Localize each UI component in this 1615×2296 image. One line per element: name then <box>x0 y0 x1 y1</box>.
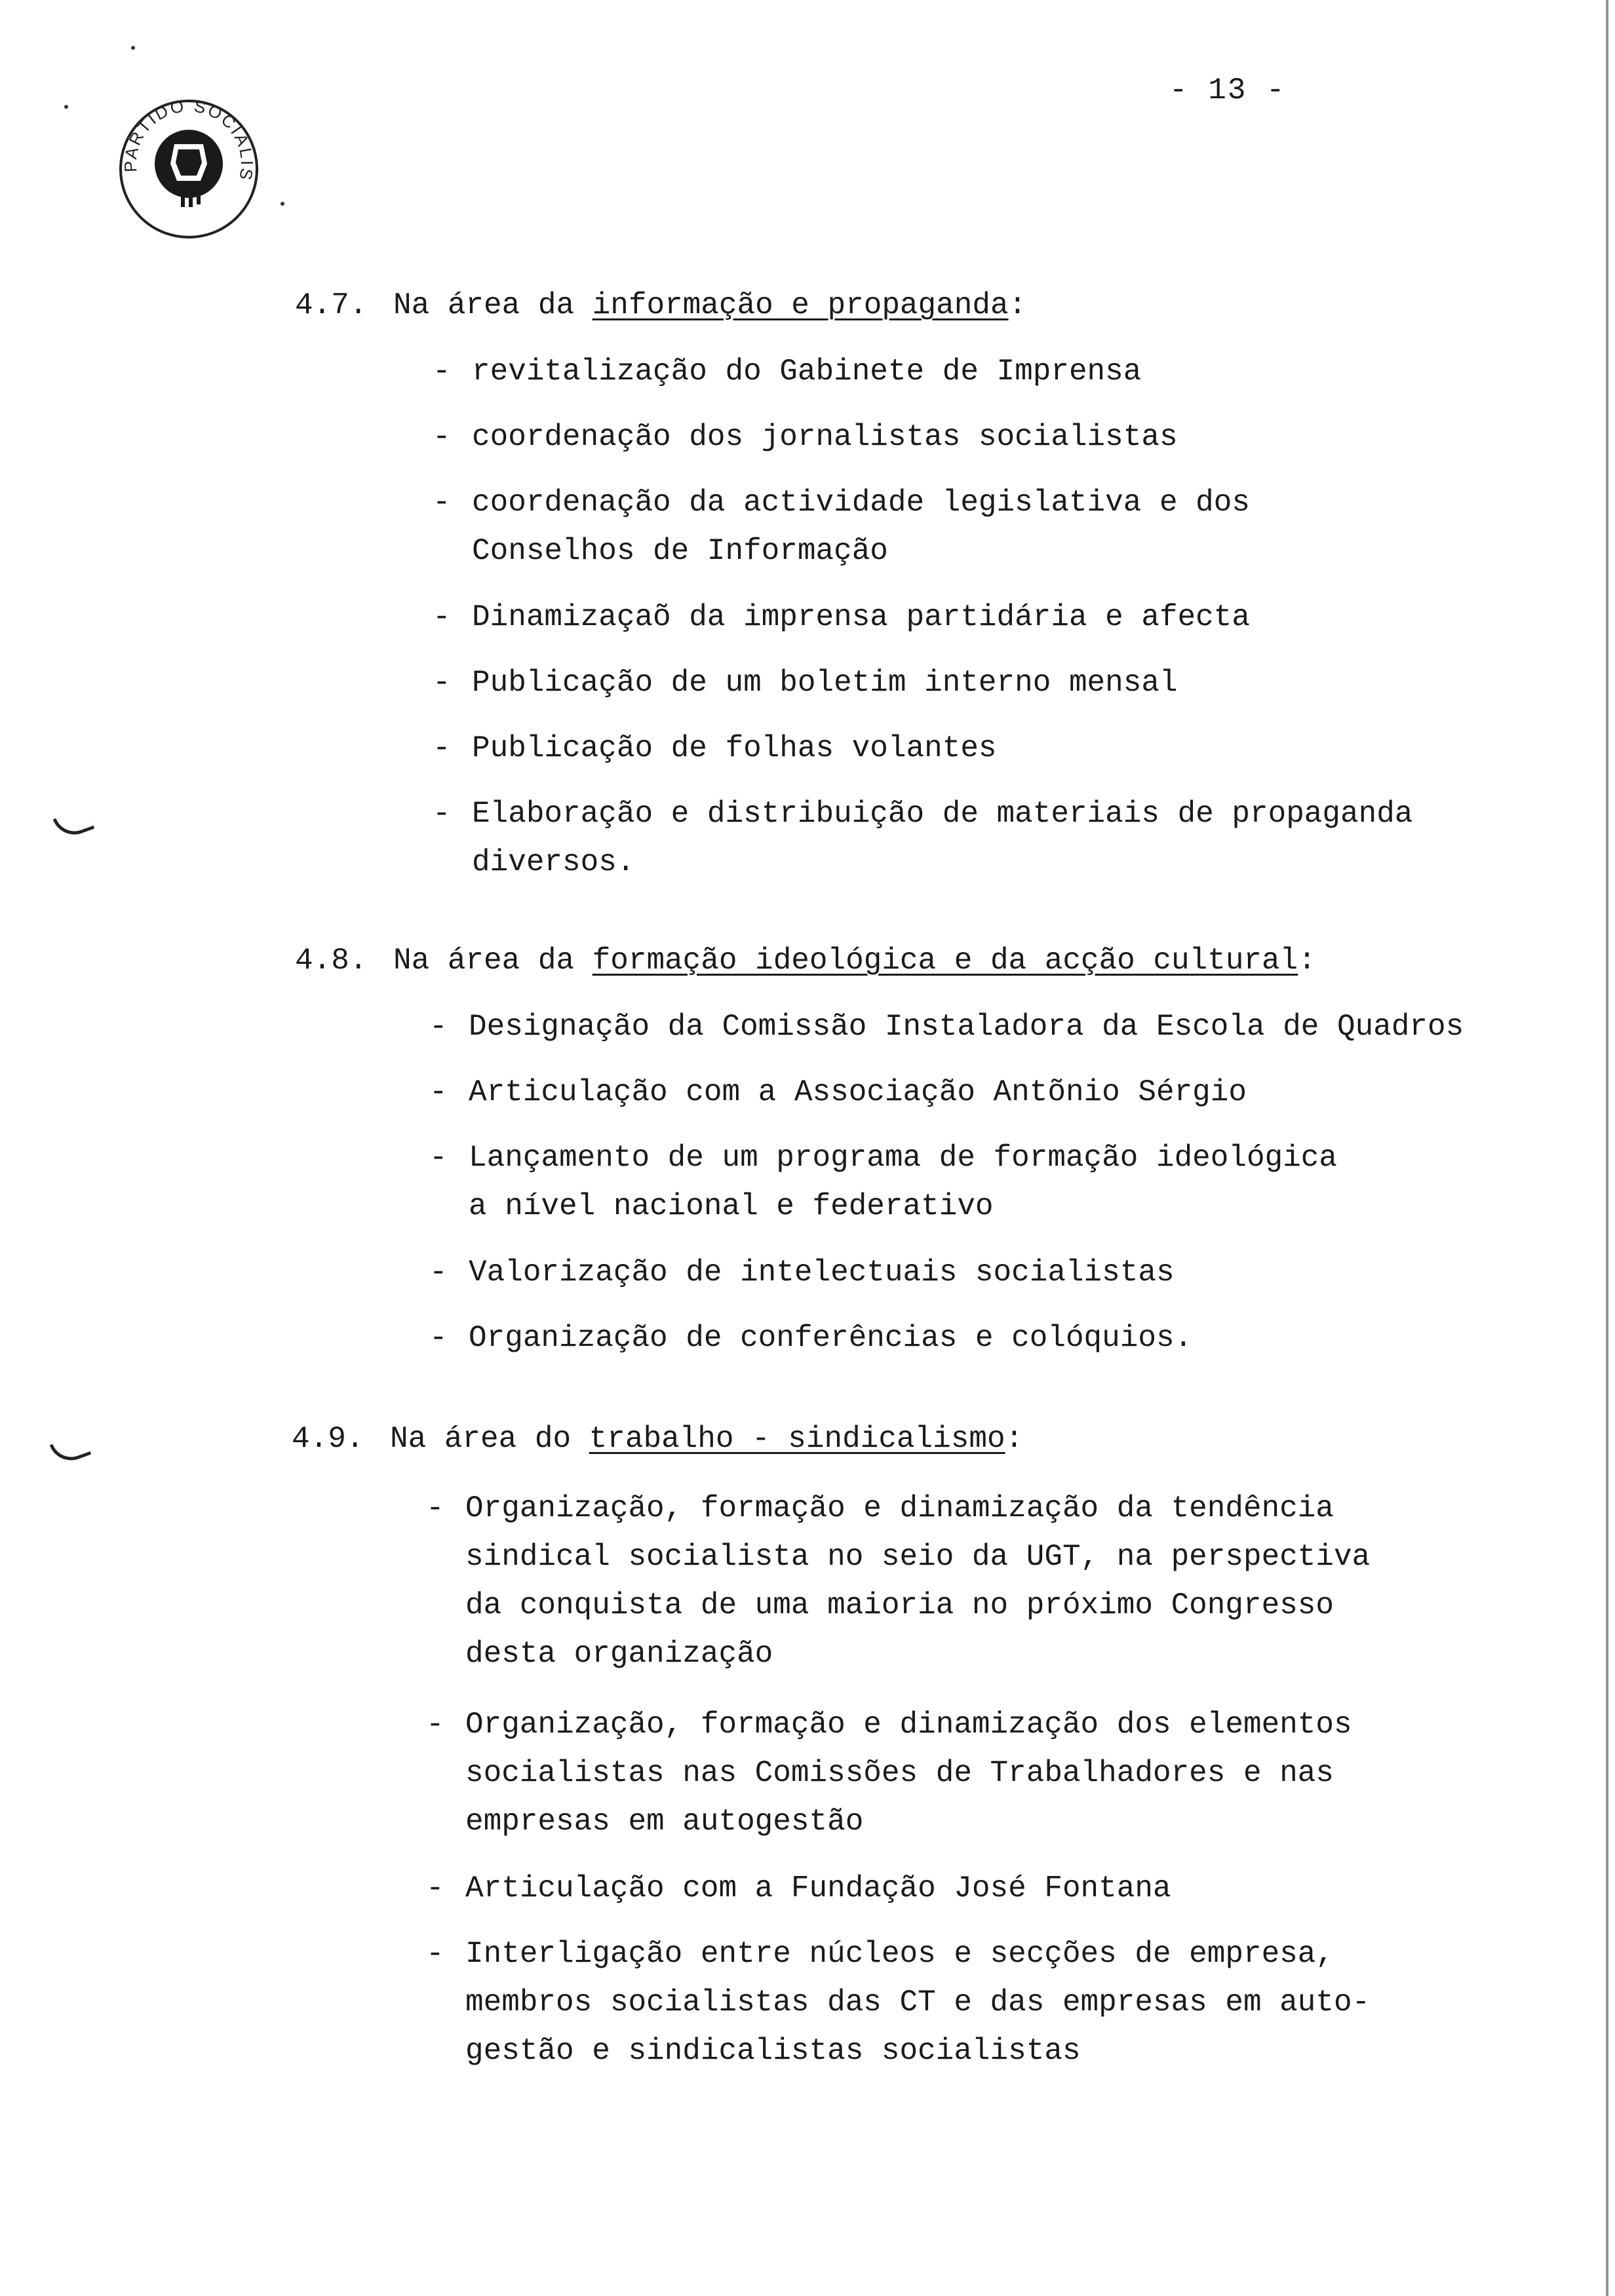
scan-dot <box>131 46 135 50</box>
section-topic: trabalho - sindicalismo <box>589 1422 1005 1456</box>
section-number: 4.8. <box>295 944 368 978</box>
section-lead: Na área da <box>393 288 593 322</box>
raised-fist-icon <box>118 98 260 240</box>
list-item: - revitalização do Gabinete de Imprensa <box>433 354 1142 389</box>
scan-dot <box>64 105 68 109</box>
list-item: - Organização, formação e dinamização dos elementos socialistas nas Comissões de Trabalhadores e nas empresas em autogestão <box>426 1708 1352 1839</box>
section-number: 4.9. <box>292 1422 364 1456</box>
section-number: 4.7. <box>295 288 368 322</box>
partido-socialista-logo <box>118 98 260 240</box>
list-item: - Organização de conferências e colóquios. <box>429 1321 1193 1355</box>
section-trail: : <box>1298 944 1316 978</box>
svg-text:PARTIDO SOCIALISTA: PARTIDO SOCIALIS <box>120 98 258 183</box>
margin-mark <box>50 1433 92 1467</box>
section-heading-4-8 <box>295 944 1316 978</box>
section-lead: Na área da <box>393 944 593 978</box>
section-heading-4-7 <box>295 288 1026 322</box>
list-item: - Articulação com a Associação Antõnio Sérgio <box>429 1075 1247 1109</box>
scan-edge-line <box>1606 0 1608 2296</box>
section-topic: formação ideológica e da acção cultural <box>592 944 1298 978</box>
list-item: - Valorização de intelectuais socialistas <box>429 1255 1175 1290</box>
list-item: - Publicação de um boletim interno mensal <box>433 666 1178 700</box>
list-item: - Dinamizaçaõ da imprensa partidária e afecta <box>433 600 1250 634</box>
list-item: - Interligação entre núcleos e secções de empresa, membros socialistas das CT e das empresas em auto- gestão e sindicalistas socialistas <box>426 1937 1371 2068</box>
section-topic: informação e propaganda <box>592 288 1009 322</box>
list-item: - coordenação da actividade legislativa e dos Conselhos de Informação <box>433 486 1250 568</box>
list-item: - Lançamento de um programa de formação ideológica a nível nacional e federativo <box>429 1141 1338 1223</box>
section-lead: Na área do <box>390 1422 589 1456</box>
list-item: - Articulação com a Fundação José Fontana <box>426 1871 1171 1905</box>
list-item: - Elaboração e distribuição de materiais de propaganda diversos. <box>433 797 1413 879</box>
list-item: - Publicação de folhas volantes <box>433 731 997 765</box>
list-item: - Organização, formação e dinamização da tendência sindical socialista no seio da UGT, na perspectiva da conquista de uma maioria no próximo Congresso desta organização <box>426 1491 1371 1671</box>
page-number: - 13 - <box>1169 73 1286 107</box>
scan-dot <box>281 202 284 206</box>
section-heading-4-9 <box>292 1422 1023 1456</box>
margin-mark <box>53 807 95 841</box>
section-trail: : <box>1008 288 1027 322</box>
list-item: - coordenação dos jornalistas socialistas <box>433 420 1178 454</box>
list-item: - Designação da Comissão Instaladora da Escola de Quadros <box>429 1010 1464 1044</box>
section-trail: : <box>1005 1422 1024 1456</box>
